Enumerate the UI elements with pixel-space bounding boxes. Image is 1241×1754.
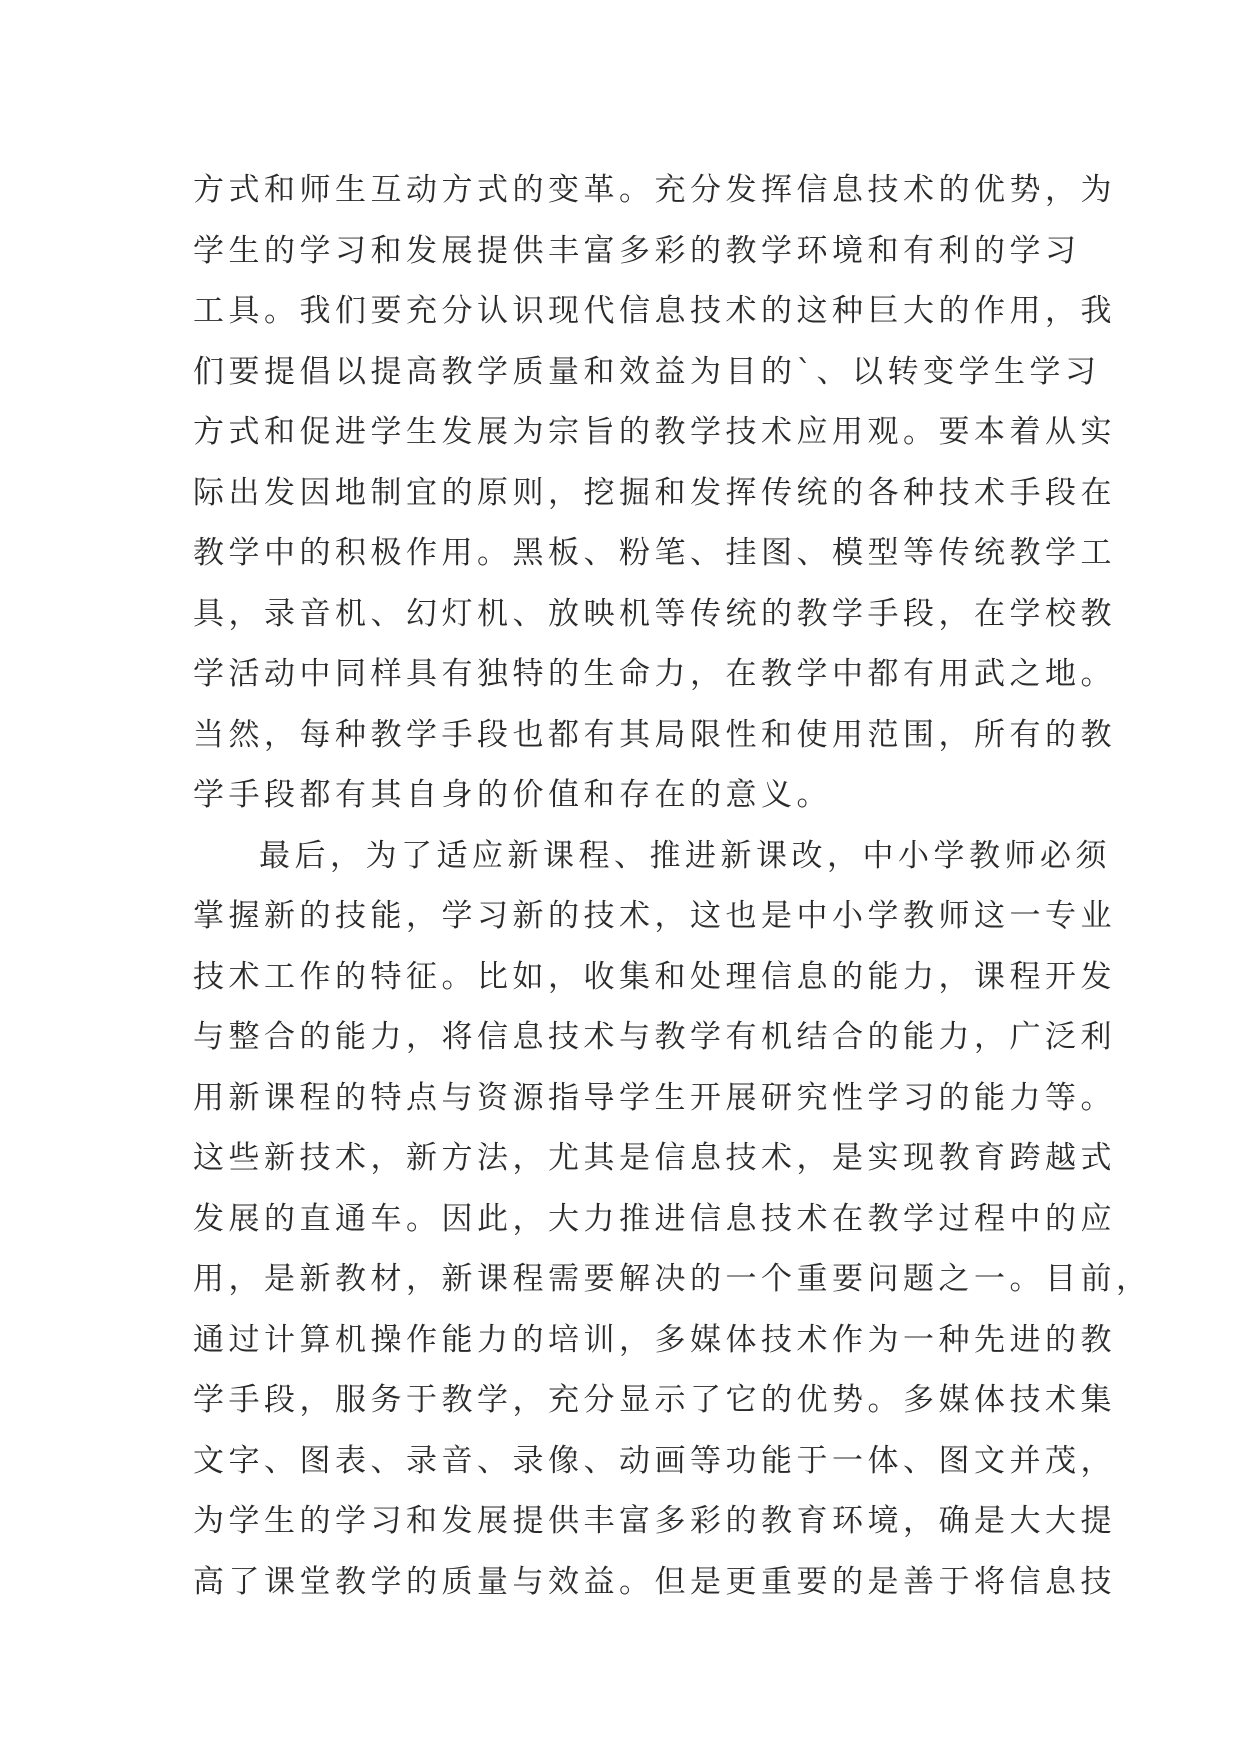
paragraph-start-line: 最后，为了适应新课程、推进新课改，中小学教师必须 (259, 837, 1111, 874)
text-line: 学手段都有其自身的价值和存在的意义。 (193, 777, 832, 813)
text-line: 学生的学习和发展提供丰富多彩的教学环境和有利的学习 (193, 232, 1081, 269)
text-line: 用，是新教材，新课程需要解决的一个重要问题之一。目前， (193, 1261, 1152, 1297)
text-line: 当然，每种教学手段也都有其局限性和使用范围，所有的教 (193, 716, 1116, 753)
text-line: 们要提倡以提高教学质量和效益为目的`、以转变学生学习 (193, 353, 1101, 390)
text-line: 通过计算机操作能力的培训，多媒体技术作为一种先进的教 (193, 1321, 1116, 1358)
text-line: 与整合的能力，将信息技术与教学有机结合的能力，广泛利 (193, 1019, 1116, 1055)
text-line: 学手段，服务于教学，充分显示了它的优势。多媒体技术集 (193, 1382, 1116, 1418)
text-line: 技术工作的特征。比如，收集和处理信息的能力，课程开发 (193, 958, 1116, 995)
text-line: 为学生的学习和发展提供丰富多彩的教育环境，确是大大提 (193, 1503, 1116, 1539)
text-line: 教学中的积极作用。黑板、粉笔、挂图、模型等传统教学工 (193, 535, 1116, 571)
body-text (193, 160, 1152, 1612)
text-line: 际出发因地制宜的原则，挖掘和发挥传统的各种技术手段在 (193, 474, 1116, 511)
text-line: 学活动中同样具有独特的生命力，在教学中都有用武之地。 (193, 656, 1116, 692)
text-line: 工具。我们要充分认识现代信息技术的这种巨大的作用，我 (193, 293, 1116, 329)
text-line: 文字、图表、录音、录像、动画等功能于一体、图文并茂， (193, 1442, 1116, 1479)
text-line: 方式和促进学生发展为宗旨的教学技术应用观。要本着从实 (193, 414, 1116, 450)
text-line: 这些新技术，新方法，尤其是信息技术，是实现教育跨越式 (193, 1140, 1116, 1176)
text-line: 具，录音机、幻灯机、放映机等传统的教学手段，在学校教 (193, 595, 1116, 632)
text-line: 方式和师生互动方式的变革。充分发挥信息技术的优势，为 (193, 172, 1116, 208)
text-line: 掌握新的技能，学习新的技术，这也是中小学教师这一专业 (193, 898, 1116, 934)
text-line: 发展的直通车。因此，大力推进信息技术在教学过程中的应 (193, 1200, 1116, 1237)
text-line: 用新课程的特点与资源指导学生开展研究性学习的能力等。 (193, 1079, 1116, 1116)
text-line: 高了课堂教学的质量与效益。但是更重要的是善于将信息技 (193, 1563, 1116, 1600)
